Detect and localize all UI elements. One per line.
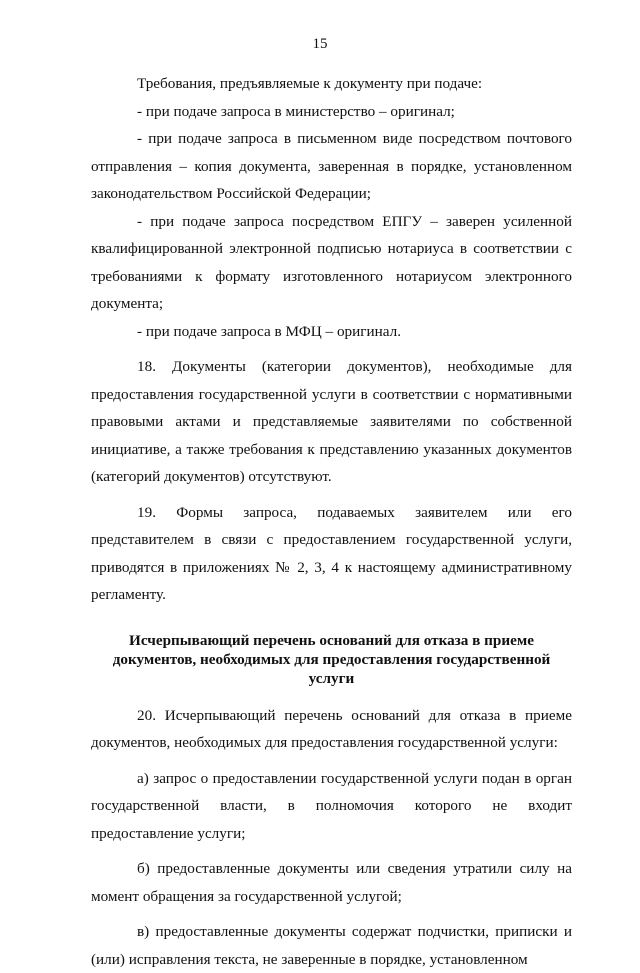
paragraph-20-a: а) запрос о предоставлении государственной услуги подан в орган государственной власти, в полномочия которого не входит предоставление услуги; (91, 769, 572, 842)
paragraph-19: 19. Формы запроса, подаваемых заявителем или его представителем в связи с предоставлением государственной услуги, приводятся в приложениях № 2, 3, 4 к настоящему административному регламенту. (91, 503, 572, 603)
paragraph-18: 18. Документы (категории документов), необходимые для предоставления государственной услуги в соответствии с нормативными правовыми актами и представляемые заявителями по собственной инициативе, а также требования к представлению указанных документов (категорий документов) отсутствуют. (91, 358, 572, 485)
document-body (91, 70, 572, 973)
paragraph-epgu: - при подаче запроса посредством ЕПГУ – заверен усиленной квалифицированной электронной подписью нотариуса в соответствии с требованиями к формату изготовленного нотариусом электронного документа; (91, 212, 572, 312)
paragraph-ministry: - при подаче запроса в министерство – оригинал; (137, 102, 455, 120)
section-heading: Исчерпывающий перечень оснований для отказа в приеме документов, необходимых для предоставления государственной услуги (112, 631, 551, 687)
page-number: 15 (312, 36, 328, 52)
paragraph-postal: - при подаче запроса в письменном виде посредством почтового отправления – копия документа, заверенная в порядке, установленном законодательством Российской Федерации; (91, 130, 572, 202)
paragraph-mfc: - при подаче запроса в МФЦ – оригинал. (137, 322, 401, 340)
paragraph-20: 20. Исчерпывающий перечень оснований для отказа в приеме документов, необходимых для предоставления государственной услуги: (91, 706, 572, 751)
paragraph-requirements-intro: Требования, предъявляемые к документу при подаче: (137, 75, 483, 92)
paragraph-20-v: в) предоставленные документы содержат подчистки, приписки и (или) исправления текста, не заверенные в порядке, установленном (91, 923, 572, 968)
paragraph-20-b: б) предоставленные документы или сведения утратили силу на момент обращения за государственной услугой; (91, 860, 572, 905)
